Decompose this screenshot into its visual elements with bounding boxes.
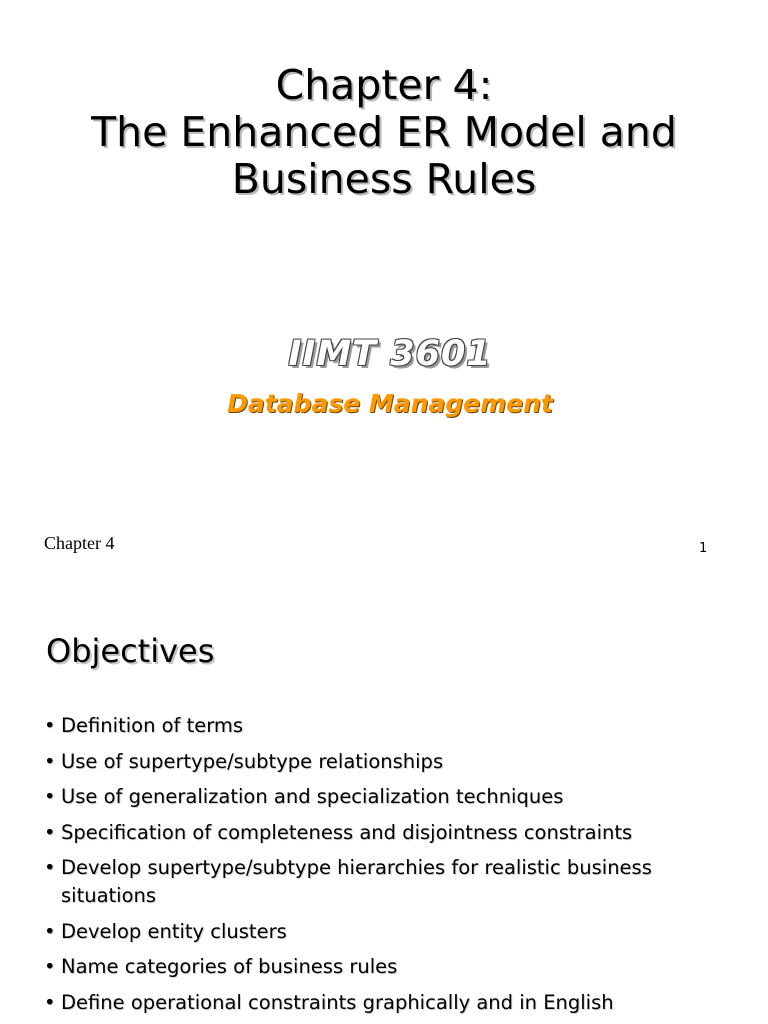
bullet-icon: • [44, 749, 56, 773]
title-line-2: The Enhanced ER Model and [91, 108, 677, 156]
list-item [44, 712, 724, 740]
list-item-text: Develop entity clusters [61, 919, 287, 943]
list-item-text: Specification of completeness and disjointness constraints [61, 820, 633, 844]
bullet-icon: • [44, 820, 56, 844]
list-item [44, 918, 724, 946]
list-item [44, 819, 724, 847]
title-line-1: Chapter 4: [275, 61, 493, 109]
bullet-icon: • [44, 990, 56, 1014]
bullet-icon: • [44, 856, 56, 879]
list-item-text: Develop supertype/subtype hierarchies for realistic business situations [61, 856, 652, 907]
title-line-3: Business Rules [231, 155, 537, 203]
list-item [44, 854, 724, 910]
list-item [44, 783, 724, 811]
objectives-slide [0, 590, 768, 1024]
slide-page-number: 1 [699, 541, 708, 556]
bullet-icon: • [44, 955, 56, 978]
list-item-text: Use of supertype/subtype relationships [61, 749, 444, 773]
objectives-heading: Objectives [46, 632, 215, 670]
list-item-text: Name categories of business rules [61, 955, 398, 978]
course-name: Database Management [227, 389, 553, 418]
objectives-list [44, 712, 724, 1024]
bullet-icon: • [44, 714, 56, 737]
list-item-text: Definition of terms [61, 714, 244, 737]
list-item [44, 953, 724, 981]
slide-footer-label: Chapter 4 [44, 533, 115, 553]
list-item [44, 989, 724, 1017]
bullet-icon: • [44, 919, 56, 943]
course-code: IIMT 3601 [288, 334, 492, 374]
list-item-text: Use of generalization and specialization techniques [61, 785, 564, 808]
list-item [44, 748, 724, 776]
slide-title [0, 62, 768, 203]
list-item-text: Define operational constraints graphically and in English [61, 990, 614, 1014]
bullet-icon: • [44, 785, 56, 808]
